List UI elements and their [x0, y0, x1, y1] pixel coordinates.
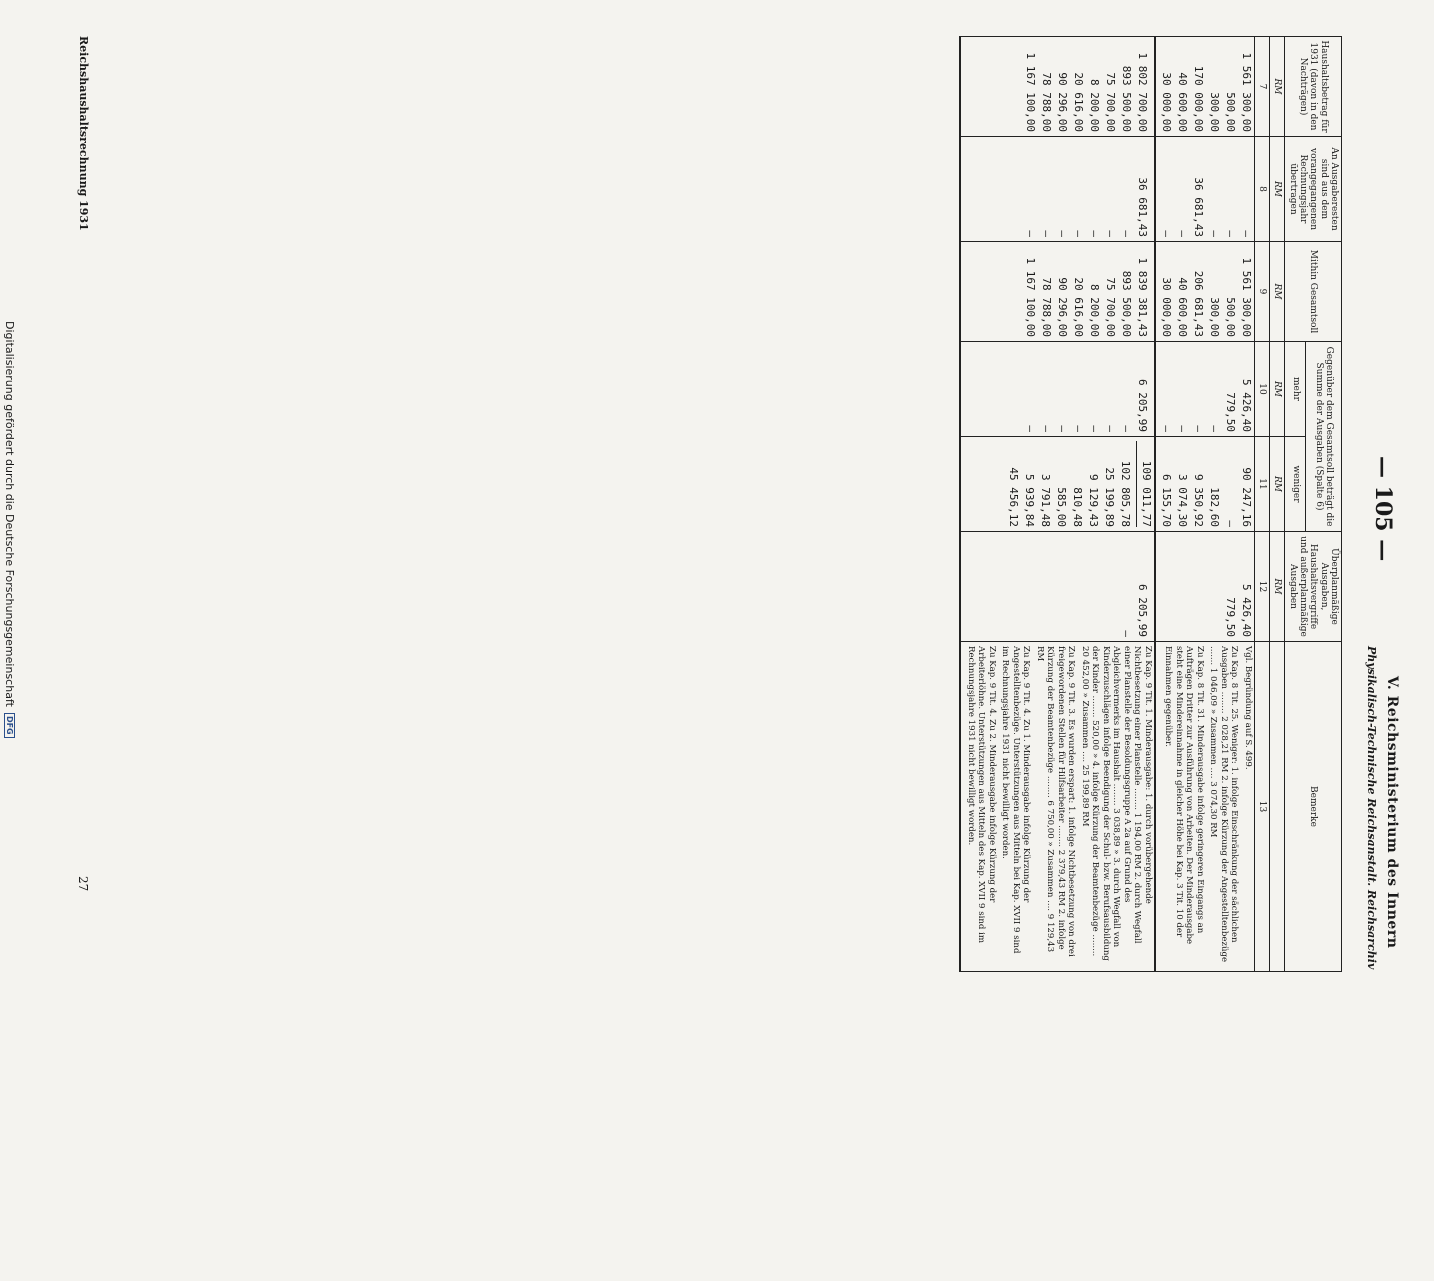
column-number: 11 — [1254, 437, 1269, 532]
col12-header: Überplanmäßige Ausgaben, Haushaltsvergriffe und außerplanmäßige Ausgaben — [1285, 532, 1342, 642]
value: 779,50 — [1223, 392, 1237, 432]
col13-header: Bemerke — [1285, 642, 1342, 972]
table-row-group-1 — [1155, 37, 1255, 972]
brace-total: 109 011,77 — [1136, 441, 1153, 527]
unit-cell: RM — [1269, 37, 1284, 137]
value: 1 561 300,00 — [1239, 257, 1253, 337]
value: 6 205,99 — [1135, 379, 1149, 432]
value: 40 600,00 — [1175, 277, 1189, 337]
value: 25 199,89 — [1102, 467, 1116, 527]
value: — — [1223, 230, 1237, 237]
column-number-row — [1254, 37, 1269, 972]
value: — — [1087, 425, 1101, 432]
value: 1 561 300,00 — [1239, 52, 1253, 132]
value: 6 155,70 — [1159, 474, 1173, 527]
value: 300,00 — [1207, 92, 1221, 132]
value: — — [1207, 230, 1221, 237]
value: 75 700,00 — [1103, 72, 1117, 132]
value: 182,60 — [1207, 487, 1221, 527]
value: 90 296,00 — [1055, 72, 1069, 132]
scanned-page — [60, 36, 1400, 971]
value: 5 426,40 — [1239, 584, 1253, 637]
value: 78 788,00 — [1039, 277, 1053, 337]
value: 810,48 — [1070, 487, 1084, 527]
value: — — [1159, 425, 1173, 432]
column-number: 10 — [1254, 342, 1269, 437]
value: 30 000,00 — [1159, 277, 1173, 337]
remark: Zu Kap. 9 Tit. 4. Zu 2. Minderausgabe infolge Kürzung der Arbeiterlöhne. Unterstützungen aus Mitteln des Kap. XVII 9 sind im Rechnungsjahre 1931 nicht bewilligt worden. — [965, 646, 997, 944]
column-number: 7 — [1254, 37, 1269, 137]
value: — — [1223, 520, 1237, 527]
col9-header: Mithin Gesamtsoll — [1285, 242, 1342, 342]
unit-cell: RM — [1269, 532, 1284, 642]
value: 45 456,12 — [1006, 467, 1020, 527]
page-number: — 105 — — [1370, 456, 1396, 562]
col7-header: Haushaltsbetrag für 1931 (davon in den Nachträgen) — [1285, 37, 1342, 137]
value: 1 167 100,00 — [1023, 52, 1037, 132]
value: 500,00 — [1223, 297, 1237, 337]
remark: Zu Kap. 8 Tit. 31. Minderausgabe infolge geringeren Eingangs an Aufträgen Dritter zur Ausführung von Arbeiten. Der Minderausgabe steht eine Mindereinnahme in gleicher Höhe bei Kap. 3 Tit. 10 der Einnahmen gegenüber. — [1163, 646, 1205, 945]
col10-cell — [1155, 342, 1255, 437]
value: — — [1191, 425, 1205, 432]
remarks-cell — [1155, 642, 1255, 972]
value: 893 500,00 — [1119, 65, 1133, 132]
col9-cell — [1155, 242, 1255, 342]
col10-header: mehr — [1285, 342, 1306, 437]
col10-cell — [960, 342, 1154, 437]
digitization-credit — [0, 321, 21, 1281]
value: 90 247,16 — [1239, 467, 1253, 527]
value: — — [1103, 425, 1117, 432]
remark: Zu Kap. 9 Tit. 4. Zu 1. Minderausgabe infolge Kürzung der Angestelltenbezüge. Unterstützungen aus Mitteln bei Kap. XVII 9 sind im Rechnungsjahre 1931 nicht bewilligt worden. — [1000, 646, 1032, 954]
unit-cell: RM — [1269, 242, 1284, 342]
col8-header: An Ausgaberesten sind aus dem vorangegangenen Rechnungsjahr übertragen — [1285, 137, 1342, 242]
col7-cell — [960, 37, 1154, 137]
footer-page-number: 27 — [76, 876, 90, 892]
value: 75 700,00 — [1103, 277, 1117, 337]
value: — — [1039, 230, 1053, 237]
chapter-subtitle: Physikalisch-Technische Reichsanstalt. Reichsarchiv — [1365, 646, 1378, 970]
value: 36 681,43 — [1135, 177, 1149, 237]
value: 5 939,84 — [1022, 474, 1036, 527]
value: — — [1055, 425, 1069, 432]
col12-cell — [1155, 532, 1255, 642]
unit-cell: RM — [1269, 437, 1284, 532]
value: 3 791,48 — [1038, 474, 1052, 527]
value: — — [1207, 425, 1221, 432]
value: 9 350,92 — [1191, 474, 1205, 527]
value: 36 681,43 — [1191, 177, 1205, 237]
col8-cell — [1155, 137, 1255, 242]
value: 1 802 700,00 — [1135, 52, 1149, 132]
unit-cell — [1269, 642, 1284, 972]
page-rotated — [60, 36, 1400, 971]
col11-cell — [1155, 437, 1255, 532]
value: 500,00 — [1223, 92, 1237, 132]
col11-cell — [960, 437, 1154, 532]
column-number: 12 — [1254, 532, 1269, 642]
col10-11-group-header: Gegenüber dem Gesamtsoll beträgt die Summe der Ausgaben (Spalte 6) — [1306, 342, 1342, 532]
table-row-group-2 — [960, 37, 1154, 972]
value: — — [1119, 425, 1133, 432]
value: — — [1119, 630, 1133, 637]
dfg-logo: DFG — [5, 713, 16, 738]
budget-table — [959, 36, 1342, 972]
value: 30 000,00 — [1159, 72, 1173, 132]
credit-text: Digitalisierung gefördert durch die Deutsche Forschungsgemeinschaft — [3, 321, 17, 707]
value: 102 805,78 — [1118, 460, 1132, 527]
chapter-title: V. Reichsministerium des Innern — [1384, 676, 1400, 949]
value: 893 500,00 — [1119, 270, 1133, 337]
remark: Zu Kap. 9 Tit. 3. Es wurden erspart: 1. infolge Nichtbesetzung von drei freigewordenen Stellen für Hilfsarbeiter ........ 2 379,43 RM 2. infolge Kürzung der Beamtenbezüge ........ 6 750,00 » Zusammen .... 9 129,43 RM — [1034, 646, 1077, 957]
value: — — [1055, 230, 1069, 237]
value: 300,00 — [1207, 297, 1221, 337]
value: — — [1087, 230, 1101, 237]
value: 1 167 100,00 — [1023, 257, 1037, 337]
footer-title: Reichshaushaltsrechnung 1931 — [77, 36, 90, 231]
value: 8 200,00 — [1087, 284, 1101, 337]
value: — — [1239, 230, 1253, 237]
remarks-cell — [960, 642, 1154, 972]
value: — — [1071, 425, 1085, 432]
col9-cell — [960, 242, 1154, 342]
value: — — [1175, 425, 1189, 432]
col12-cell — [960, 532, 1154, 642]
value: 3 074,30 — [1175, 474, 1189, 527]
value: 1 839 381,43 — [1135, 257, 1149, 337]
value: — — [1023, 230, 1037, 237]
column-number: 13 — [1254, 642, 1269, 972]
value: — — [1023, 425, 1037, 432]
value: — — [1103, 230, 1117, 237]
value: 585,00 — [1054, 487, 1068, 527]
value: 5 426,40 — [1239, 379, 1253, 432]
remark: Vgl. Begründung auf S. 499. — [1242, 646, 1253, 770]
col8-cell — [960, 137, 1154, 242]
col11-header: weniger — [1285, 437, 1306, 532]
value: — — [1175, 230, 1189, 237]
value: — — [1119, 230, 1133, 237]
value: 8 200,00 — [1087, 79, 1101, 132]
col7-cell — [1155, 37, 1255, 137]
remark: Zu Kap. 9 Tit. 1. Minderausgabe: 1. durch vorübergehende Nichtbesetzung einer Planstelle ........ 1 194,00 RM 2. durch Wegfall einer Planstelle der Besoldungsgruppe A 2a auf Grund des Abgleichvermerks im Haushalt ........ 3 038,89 » 3. durch Wegfall von Kinderzuschlägen infolge Beendigung der Schul- bzw. Berufsausbildung der Kinder ........ 520,00 » 4. infolge Kürzung der Beamtenbezüge ........ 20 452,00 » Zusammen .... 25 199,89 RM — [1079, 646, 1153, 961]
value: 20 616,00 — [1071, 72, 1085, 132]
value: 206 681,43 — [1191, 270, 1205, 337]
value: 170 000,00 — [1191, 65, 1205, 132]
header-row — [1306, 37, 1342, 972]
value: — — [1039, 425, 1053, 432]
column-number: 9 — [1254, 242, 1269, 342]
value: 90 296,00 — [1055, 277, 1069, 337]
value: 779,50 — [1223, 597, 1237, 637]
value: 78 788,00 — [1039, 72, 1053, 132]
unit-cell: RM — [1269, 137, 1284, 242]
unit-cell: RM — [1269, 342, 1284, 437]
column-number: 8 — [1254, 137, 1269, 242]
unit-row — [1269, 37, 1284, 972]
value: 40 600,00 — [1175, 72, 1189, 132]
value: 9 129,43 — [1086, 474, 1100, 527]
value: 6 205,99 — [1135, 584, 1149, 637]
value: 20 616,00 — [1071, 277, 1085, 337]
remark: Zu Kap. 8 Tit. 25. Weniger: 1. infolge Einschränkung der sächlichen Ausgaben ........ 2 028,21 RM 2. infolge Kürzung der Angestelltenbezüge ....... 1 046,09 » Zusammen .... 3 074,30 RM — [1208, 646, 1240, 963]
page-header — [1340, 36, 1400, 971]
value: — — [1071, 230, 1085, 237]
value: — — [1159, 230, 1173, 237]
